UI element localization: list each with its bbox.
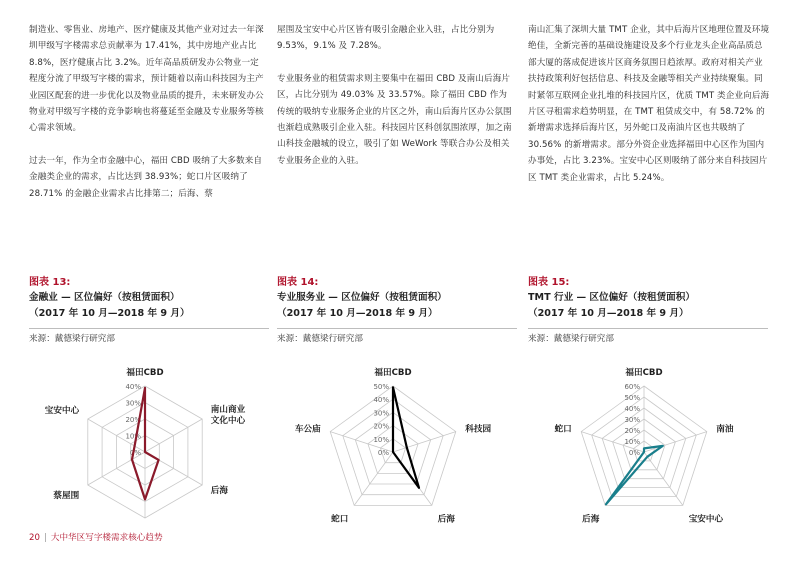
radar-tick-label: 30%	[624, 416, 640, 424]
radar-tick-label: 10%	[624, 438, 640, 446]
text-column-2	[277, 22, 515, 185]
paragraph: 制造业、零售业、房地产、医疗健康及其他产业对过去一年深圳甲级写字楼需求总贡献率为 17.41%，其中房地产业占比 8.8%，医疗健康占比 3.2%。近年高品质研发办公物业一定程度分流了甲级写字楼的需求，预计随着以南山科技园为主产业园区配套的进一步优化以及物业品质的提升，未来研发办公物业对甲级写字楼的竞争影响也将蔓延至金融及专业服务等核心需求领域。	[29, 25, 264, 134]
radar-tick-label: 30%	[373, 409, 389, 418]
radar-chart-financial	[25, 360, 265, 525]
radar-category-label: 南山商业	[210, 405, 246, 415]
figure-period: （2017 年 10 月—2018 年 9 月）	[277, 308, 438, 319]
radar-tick-label: 40%	[125, 383, 141, 391]
figure-period: （2017 年 10 月—2018 年 9 月）	[528, 308, 689, 319]
radar-tick-label: 60%	[624, 383, 640, 391]
report-title: 大中华区写字楼需求核心趋势	[50, 533, 163, 543]
radar-tick-label: 40%	[373, 396, 389, 405]
text-column-1	[29, 22, 265, 218]
radar-category-label: 福田CBD	[374, 368, 412, 378]
figure-period: （2017 年 10 月—2018 年 9 月）	[29, 308, 190, 319]
paragraph: 屋围及宝安中心片区皆有吸引金融企业入驻，占比分别为 9.53%，9.1% 及 7.28%。	[277, 25, 495, 52]
figure-title: TMT 行业 — 区位偏好（按租赁面积）	[528, 292, 695, 303]
footer-separator: |	[43, 533, 47, 543]
radar-spoke	[354, 452, 393, 505]
radar-category-label: 科技园	[465, 424, 492, 435]
figure-title: 金融业 — 区位偏好（按租赁面积）	[29, 292, 180, 303]
radar-tick-label: 0%	[628, 449, 640, 457]
radar-tick-label: 20%	[125, 416, 141, 424]
figure-title: 专业服务业 — 区位偏好（按租赁面积）	[277, 292, 447, 303]
radar-tick-label: 20%	[373, 422, 389, 431]
radar-tick-label: 0%	[129, 449, 141, 457]
figure-header-14	[277, 276, 517, 345]
page-number: 20	[29, 533, 40, 543]
figure-label: 图表 14:	[277, 277, 319, 288]
radar-category-label: 车公庙	[294, 424, 321, 435]
figure-divider	[528, 328, 768, 329]
radar-category-label: 福田CBD	[625, 368, 663, 378]
radar-tick-label: 10%	[125, 432, 141, 441]
radar-category-label: 蛇口	[554, 424, 572, 435]
radar-spoke	[644, 432, 707, 452]
radar-category-label: 蔡屋围	[53, 491, 80, 501]
radar-category-label: 后海	[437, 514, 455, 525]
text-column-3	[528, 22, 770, 202]
radar-category-label: 蛇口	[331, 514, 349, 525]
radar-tick-label: 20%	[624, 427, 640, 435]
radar-category-label: 宝安中心	[44, 406, 80, 416]
paragraph: 南山汇集了深圳大量 TMT 企业，其中后海片区地理位置及环境绝佳，全新完善的基础设施建设及多个行业龙头企业高品质总部大厦的落成促进该片区商务氛围日趋浓厚。政府对相关产业扶持政策利好包括信息、科技及金融等相关产业持续聚集。同时紧邻互联网企业扎堆的科技园片区，优质 TMT 类企业向后海片区寻租需求趋势明显，在 TMT 租赁成交中，有 58.72% 的新增需求选择后海片区，另外蛇口及南油片区也共吸纳了 30.56% 的新增需求。部分外资企业选择福田中心区作为国内办事处，占比 3.23%。宝安中心区则吸纳了部分来自科技园片区 TMT 类企业需求，占比 5.24%。	[528, 25, 770, 183]
radar-tick-label: 30%	[125, 399, 141, 408]
page-footer	[29, 531, 163, 543]
radar-tick-label: 50%	[624, 394, 640, 402]
radar-category-label: 文化中心	[210, 416, 246, 426]
radar-category-label: 南油	[716, 424, 734, 435]
paragraph: 专业服务业的租赁需求则主要集中在福田 CBD 及南山后海片区，占比分别为 49.03% 及 33.57%。除了福田 CBD 作为传统的吸纳专业服务企业的片区之外，南山后海片区办公氛围也渐趋成熟吸引企业入驻。科技园片区科创氛围浓厚，加之南山科技金融城的设立，吸引了如 WeWork 等联合办公及相关专业服务企业的入驻。	[277, 73, 512, 166]
radar-category-label: 宝安中心	[688, 514, 724, 525]
figure-divider	[277, 328, 517, 329]
radar-tick-label: 0%	[377, 449, 389, 457]
figure-label: 图表 13:	[29, 277, 71, 288]
radar-tick-label: 10%	[373, 435, 389, 444]
radar-tick-label: 40%	[624, 405, 640, 413]
figure-header-13	[29, 276, 269, 345]
radar-category-label: 福田CBD	[126, 368, 164, 378]
figure-source: 来源：戴德梁行研究部	[29, 334, 115, 344]
figure-header-15	[528, 276, 768, 345]
figure-divider	[29, 328, 269, 329]
figure-source: 来源：戴德梁行研究部	[277, 334, 363, 344]
figure-source: 来源：戴德梁行研究部	[528, 334, 614, 344]
paragraph: 过去一年，作为全市金融中心，福田 CBD 吸纳了大多数来自金融类企业的需求，占比达到 38.93%；蛇口片区吸纳了 28.71% 的金融企业需求占比排第二；后海、蔡	[29, 155, 263, 199]
figure-label: 图表 15:	[528, 277, 570, 288]
radar-chart-tmt	[524, 360, 764, 525]
radar-tick-label: 50%	[373, 383, 389, 391]
radar-chart-professional-services	[273, 360, 513, 525]
radar-category-label: 后海	[582, 514, 600, 525]
radar-category-label: 后海	[210, 486, 229, 496]
radar-spoke	[393, 432, 456, 452]
